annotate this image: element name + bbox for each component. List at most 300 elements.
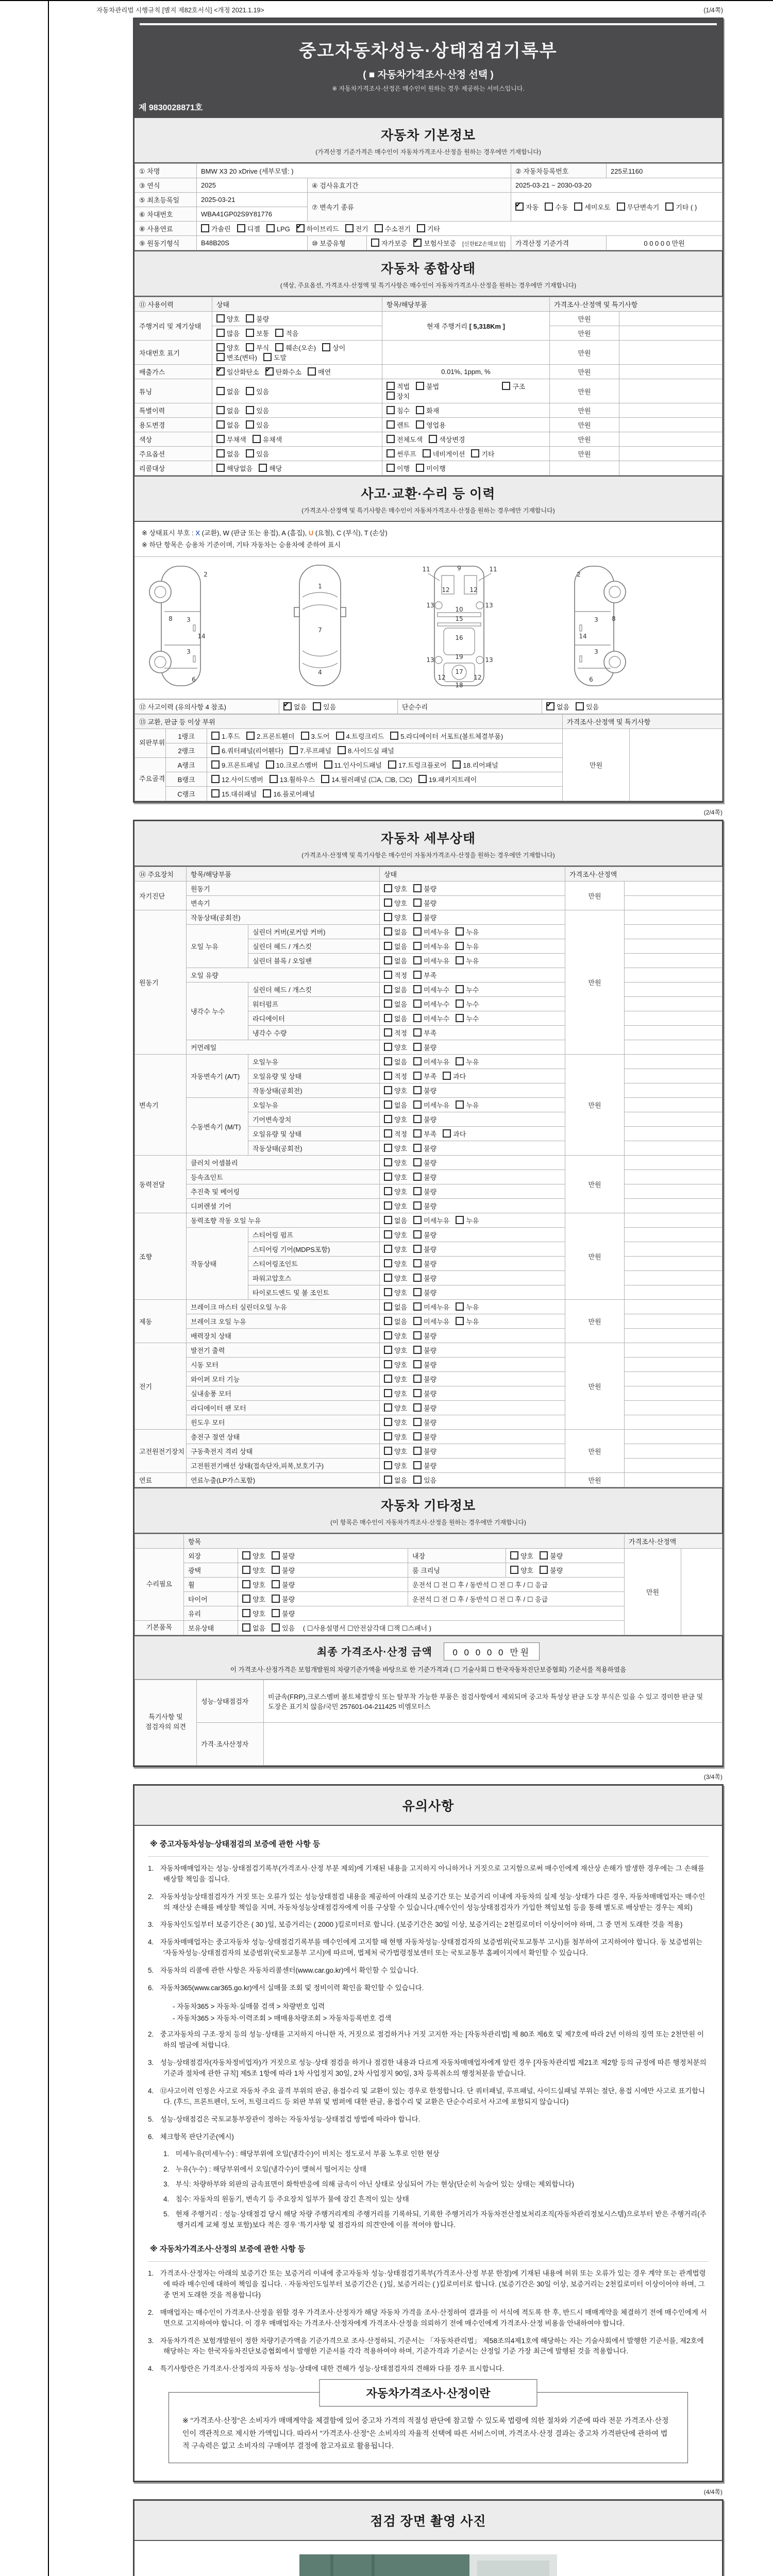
checkbox[interactable] xyxy=(413,913,422,921)
checkbox[interactable] xyxy=(429,435,437,443)
document-title: 중고자동차성능·상태점검기록부 xyxy=(299,41,558,61)
checkbox[interactable] xyxy=(246,732,255,740)
checkbox[interactable] xyxy=(384,1389,392,1397)
checkbox[interactable] xyxy=(272,1566,280,1574)
checkbox[interactable] xyxy=(413,884,422,892)
option: 양호 xyxy=(384,1433,407,1441)
checkbox[interactable] xyxy=(413,1129,422,1138)
checkbox[interactable] xyxy=(413,1144,422,1152)
checkbox[interactable] xyxy=(413,1259,422,1267)
checkbox[interactable] xyxy=(574,202,582,211)
option: 불법 xyxy=(416,383,439,391)
checkbox[interactable] xyxy=(386,464,395,472)
checkbox[interactable] xyxy=(266,224,275,232)
option: 없음 xyxy=(216,407,240,415)
status-options xyxy=(380,1083,565,1097)
notice-subitem: 2. 누유(누수) : 해당부위에서 오일(냉각수)이 맺혀서 떨어지는 상태 xyxy=(163,2164,709,2175)
price-cell: 만원 xyxy=(565,1429,625,1472)
device-item: 디퍼렌셜 기어 xyxy=(187,1198,380,1213)
note-cell xyxy=(625,1256,722,1270)
checkbox[interactable] xyxy=(384,1360,392,1368)
checkbox[interactable] xyxy=(413,1476,422,1484)
checkbox[interactable] xyxy=(266,760,274,769)
checkbox[interactable] xyxy=(386,449,395,457)
notice-list-2 xyxy=(148,2268,709,2375)
checkbox[interactable] xyxy=(413,1288,422,1296)
note-cell xyxy=(619,461,722,476)
notice-subitem: 5. 현재 주행거리 : 성능·상태점검 당시 해당 차량 주행거리계의 주행거리를 기록하되, 기록한 주행거리가 자동차전산정보처리조직(자동차관리정보시스템)으로부터 받은 주행거리(주행거리계 교체 정보 포함)보다 적은 경우 '특기사항 및 점검자의 의견'란에 이를 적어야 합니다. xyxy=(163,2210,707,2229)
checkbox[interactable] xyxy=(384,1014,392,1022)
item-label: 내장 xyxy=(408,1548,506,1563)
checkbox[interactable] xyxy=(413,1346,422,1354)
checkbox[interactable] xyxy=(388,760,396,769)
car-name-label: ① 차명 xyxy=(135,164,197,178)
checkbox[interactable] xyxy=(540,1566,548,1574)
checkbox[interactable] xyxy=(272,1609,280,1617)
checkbox[interactable] xyxy=(413,1302,422,1311)
opinion-group: 특기사항 및 점검자의 의견 xyxy=(135,1680,197,1765)
checkbox[interactable] xyxy=(216,406,225,414)
checkbox[interactable] xyxy=(384,1201,392,1210)
other-info-note: (이 항목은 매수인이 자동차가격조사·산정을 원하는 경우에만 기재합니다) xyxy=(330,1518,526,1526)
diagram-part-number: 4 xyxy=(318,668,322,676)
checkbox[interactable] xyxy=(413,1086,422,1094)
checkbox[interactable] xyxy=(456,956,464,964)
panel-item: 3.도어 xyxy=(301,733,330,740)
checkbox[interactable] xyxy=(384,1288,392,1296)
option: 과다 xyxy=(443,1130,466,1138)
checkbox[interactable] xyxy=(413,1100,422,1109)
checkbox[interactable] xyxy=(413,1317,422,1325)
checkbox[interactable] xyxy=(384,1043,392,1051)
page-marker-2: (2/4쪽) xyxy=(703,808,722,816)
option: 불량 xyxy=(413,1404,436,1412)
checkbox[interactable] xyxy=(384,1057,392,1065)
checkbox[interactable] xyxy=(456,999,464,1008)
checkbox[interactable] xyxy=(456,1057,464,1065)
panel-item: 19.패키지트레이 xyxy=(418,776,477,784)
checkbox[interactable] xyxy=(242,1566,250,1574)
option: ✔ 자동 xyxy=(515,204,539,211)
status-options xyxy=(380,1112,565,1126)
checkbox[interactable] xyxy=(296,224,305,232)
checkbox[interactable] xyxy=(216,420,225,429)
diagram-part-number: 9 xyxy=(457,564,461,572)
checkbox[interactable] xyxy=(416,382,424,390)
reg-no-label: ② 자동차등록번호 xyxy=(511,164,607,178)
checkbox[interactable] xyxy=(384,1259,392,1267)
checkbox[interactable] xyxy=(246,314,254,323)
checkbox[interactable] xyxy=(413,956,422,964)
other-header-price: 가격조사·산정액 xyxy=(625,1534,722,1548)
note-cell xyxy=(625,1097,722,1112)
checkbox[interactable] xyxy=(416,406,424,414)
status-options xyxy=(238,1606,625,1620)
checkbox[interactable] xyxy=(242,1595,250,1603)
checkbox[interactable] xyxy=(265,367,274,376)
checkbox[interactable] xyxy=(263,353,272,361)
checkbox[interactable] xyxy=(456,927,464,936)
checkbox[interactable] xyxy=(384,1144,392,1152)
option: 많음 xyxy=(216,330,240,337)
legend-text: (부식), xyxy=(341,529,364,537)
checkbox[interactable] xyxy=(452,760,461,769)
checkbox[interactable] xyxy=(390,732,398,740)
checkbox[interactable] xyxy=(313,702,321,710)
device-item: 실린더 헤드 / 개스킷 xyxy=(248,982,380,996)
option: 불량 xyxy=(413,1174,436,1181)
checkbox[interactable] xyxy=(456,1216,464,1224)
checkbox[interactable] xyxy=(242,1623,250,1632)
checkbox[interactable] xyxy=(246,343,254,351)
checkbox[interactable] xyxy=(246,449,254,457)
note-cell xyxy=(619,326,722,341)
checkbox[interactable] xyxy=(456,1100,464,1109)
checkbox[interactable] xyxy=(216,353,225,361)
checkbox[interactable] xyxy=(413,1389,422,1397)
checkbox[interactable] xyxy=(242,1609,250,1617)
checkbox[interactable] xyxy=(384,1274,392,1282)
note-cell xyxy=(619,379,722,403)
checkbox[interactable] xyxy=(386,406,395,414)
checkbox[interactable] xyxy=(242,1580,250,1588)
checkbox[interactable] xyxy=(384,985,392,993)
diagram-part-number: 11 xyxy=(489,565,497,573)
checkbox[interactable] xyxy=(413,971,422,979)
checkbox[interactable] xyxy=(456,1014,464,1022)
checkbox[interactable] xyxy=(456,942,464,950)
checkbox[interactable] xyxy=(384,1418,392,1426)
checkbox[interactable] xyxy=(384,1476,392,1484)
checkbox[interactable] xyxy=(384,999,392,1008)
device-item: 작동상태(공회전) xyxy=(248,1141,380,1155)
checkbox[interactable] xyxy=(540,1551,548,1560)
checkbox[interactable] xyxy=(384,927,392,936)
base-price-label: 가격산정 기준가격 xyxy=(511,236,607,250)
price-survey-definition-title: 자동차가격조사·산정이란 xyxy=(319,2379,537,2406)
note-cell xyxy=(625,1400,722,1415)
checkbox[interactable] xyxy=(384,899,392,907)
checkbox[interactable] xyxy=(290,746,298,754)
diagram-part-number: 3 xyxy=(594,616,598,623)
checkbox[interactable] xyxy=(384,1115,392,1123)
status-options xyxy=(212,365,382,379)
notice-list-1 xyxy=(148,1863,709,2230)
checkbox[interactable] xyxy=(246,420,254,429)
option: 양호 xyxy=(216,315,240,323)
checkbox[interactable] xyxy=(384,1317,392,1325)
option: 양호 xyxy=(384,1289,407,1297)
checkbox[interactable] xyxy=(413,899,422,907)
checkbox[interactable] xyxy=(456,1302,464,1311)
checkbox[interactable] xyxy=(418,775,427,783)
checkbox[interactable] xyxy=(423,449,431,457)
checkbox[interactable] xyxy=(413,1230,422,1239)
checkbox[interactable] xyxy=(259,464,267,472)
checkbox[interactable] xyxy=(246,406,254,414)
notice-number: 3. xyxy=(148,1921,154,1929)
checkbox[interactable] xyxy=(216,387,225,395)
checkbox[interactable] xyxy=(413,1043,422,1051)
checkbox[interactable] xyxy=(216,449,225,457)
checkbox[interactable] xyxy=(471,449,479,457)
checkbox[interactable] xyxy=(617,202,625,211)
accident-history-label: ⑫ 사고이력 (유의사항 4 참조) xyxy=(135,699,279,714)
checkbox[interactable] xyxy=(272,1551,280,1560)
checkbox[interactable] xyxy=(413,1432,422,1440)
option: 화재 xyxy=(416,407,439,415)
option: 없음 xyxy=(216,421,240,429)
notice-item: 1. 자동차매매업자는 성능·상태점검기록부(가격조사·산정 부분 제외)에 기재된 내용을 고지하지 아니하거나 거짓으로 고지함으로써 매수인에게 재산상 손해가 발생한 경우에는 그 손해를 배상할 책임을 집니다. xyxy=(148,1864,704,1883)
rank-label: A랭크 xyxy=(166,757,207,772)
checkbox[interactable] xyxy=(384,971,392,979)
checkbox[interactable] xyxy=(384,1072,392,1080)
checkbox[interactable] xyxy=(413,1331,422,1340)
notice-item: 6. 자동차365(www.car365.go.kr)에서 실매물 조회 및 정비이력 확인을 확인할 수 있습니다. xyxy=(148,1983,709,1994)
notice-item: 3. 성능·상태점검자(자동차정비업자)가 거짓으로 성능·상태 점검을 하거나 점검한 내용과 다르게 자동차매매업자에게 알린 경우 [자동차관리법 제21조 제2항 등의 규정에 따른 행정처분의 기준과 절차에 관한 규칙] 제5조 1항에 따라 1차 사업정지 30일, 2차 사업정지 90일, 3차 등록취소의 행정처분을 받습니다. xyxy=(148,2058,707,2077)
checkbox[interactable] xyxy=(413,1245,422,1253)
checkbox[interactable] xyxy=(510,1551,518,1560)
panel-item: 17.트렁크플로어 xyxy=(388,761,446,769)
checkbox[interactable] xyxy=(456,1317,464,1325)
checkbox[interactable] xyxy=(272,1595,280,1603)
option: 불량 xyxy=(413,885,436,893)
option: 전체도색 xyxy=(386,436,423,444)
option: 누유 xyxy=(456,928,479,936)
other-header-spacer xyxy=(135,1534,184,1548)
checkbox[interactable] xyxy=(384,1302,392,1311)
checkbox[interactable] xyxy=(413,942,422,950)
option: 있음 xyxy=(576,703,599,711)
price-cell: 만원 xyxy=(565,910,625,1054)
notice-number: 5. xyxy=(148,1967,154,1975)
checkbox[interactable] xyxy=(384,1086,392,1094)
option: 없음 xyxy=(384,1303,407,1311)
checkbox[interactable] xyxy=(216,314,225,323)
option: 있음 xyxy=(313,703,336,711)
checkbox[interactable] xyxy=(384,1216,392,1224)
checkbox[interactable] xyxy=(384,1245,392,1253)
rank-label: C랭크 xyxy=(166,786,207,801)
notice-subitem: 3. 부식: 차량하부와 외판의 금속표면이 화학반응에 의해 금속이 아닌 상태로 상실되어 가는 현상(단순히 녹슬어 있는 상태는 제외합니다) xyxy=(163,2179,709,2190)
checkbox[interactable] xyxy=(275,343,283,351)
checkbox[interactable] xyxy=(384,1432,392,1440)
checkbox[interactable] xyxy=(384,884,392,892)
option: 무채색 xyxy=(216,436,246,444)
checkbox[interactable] xyxy=(416,464,424,472)
checkbox[interactable] xyxy=(211,746,220,754)
checkbox[interactable] xyxy=(211,760,220,769)
checkbox[interactable] xyxy=(386,435,395,443)
price-cell: 만원 xyxy=(565,1155,625,1213)
option: 누유 xyxy=(456,1303,479,1311)
checkbox[interactable] xyxy=(384,1158,392,1166)
checkbox[interactable] xyxy=(384,1129,392,1138)
status-options xyxy=(380,982,565,996)
checkbox[interactable] xyxy=(665,202,674,211)
price-cell: 만원 xyxy=(565,1299,625,1343)
transmission-options xyxy=(511,193,722,222)
checkbox[interactable] xyxy=(211,732,220,740)
checkbox[interactable] xyxy=(384,1173,392,1181)
checkbox[interactable] xyxy=(216,435,225,443)
checkbox[interactable] xyxy=(386,382,395,390)
checkbox[interactable] xyxy=(502,382,510,390)
device-item: 실내송풍 모터 xyxy=(187,1386,380,1400)
checkbox[interactable] xyxy=(384,1331,392,1340)
checkbox[interactable] xyxy=(201,224,209,232)
checkbox[interactable] xyxy=(456,985,464,993)
checkbox[interactable] xyxy=(413,1057,422,1065)
checkbox[interactable] xyxy=(443,1072,451,1080)
year-value: 2025 xyxy=(197,178,308,193)
option: 렌트 xyxy=(386,421,410,429)
option: 불량 xyxy=(246,315,269,323)
checkbox[interactable] xyxy=(275,329,283,337)
checkbox[interactable] xyxy=(510,1566,518,1574)
checkbox[interactable] xyxy=(413,1360,422,1368)
panel-item: 2.프론트휀더 xyxy=(246,733,295,740)
checkbox[interactable] xyxy=(413,1216,422,1224)
status-options xyxy=(212,403,382,418)
checkbox[interactable] xyxy=(308,367,316,376)
checkbox[interactable] xyxy=(413,1274,422,1282)
checkbox[interactable] xyxy=(371,239,379,247)
device-item: 변속기 xyxy=(187,895,380,910)
notice-number: 1. xyxy=(163,2150,170,2158)
note-cell xyxy=(625,1083,722,1097)
checkbox[interactable] xyxy=(384,913,392,921)
checkbox[interactable] xyxy=(384,1346,392,1354)
checkbox[interactable] xyxy=(242,1551,250,1560)
option: 양호 xyxy=(384,1361,407,1369)
checkbox[interactable] xyxy=(270,775,278,783)
checkbox[interactable] xyxy=(272,1580,280,1588)
checkbox[interactable] xyxy=(216,343,225,351)
checkbox[interactable] xyxy=(413,1418,422,1426)
checkbox[interactable] xyxy=(345,224,354,232)
option: 없음 xyxy=(384,1058,407,1066)
checkbox[interactable] xyxy=(216,329,225,337)
accident-history-options xyxy=(279,699,398,714)
checkbox[interactable] xyxy=(515,202,524,211)
status-options xyxy=(506,1548,625,1563)
checkbox[interactable] xyxy=(211,775,220,783)
checkbox[interactable] xyxy=(384,1375,392,1383)
checkbox[interactable] xyxy=(375,224,383,232)
option: 부족 xyxy=(413,1073,436,1080)
checkbox[interactable] xyxy=(413,1072,422,1080)
checkbox[interactable] xyxy=(546,702,554,710)
note-cell xyxy=(619,341,722,365)
note-cell xyxy=(619,432,722,447)
checkbox[interactable] xyxy=(322,343,330,351)
status-options xyxy=(506,1563,625,1577)
device-item: 오일 유량 xyxy=(187,968,380,982)
checkbox[interactable] xyxy=(263,789,271,798)
checkbox[interactable] xyxy=(413,1158,422,1166)
checkbox[interactable] xyxy=(384,1461,392,1469)
device-group: 조향 xyxy=(135,1213,187,1299)
price-cell: 만원 xyxy=(550,365,619,379)
checkbox[interactable] xyxy=(301,732,309,740)
checkbox[interactable] xyxy=(413,927,422,936)
checkbox[interactable] xyxy=(413,1014,422,1022)
checkbox[interactable] xyxy=(321,775,329,783)
checkbox[interactable] xyxy=(324,760,332,769)
other-info-section-header xyxy=(135,1487,722,1534)
checkbox[interactable] xyxy=(384,1447,392,1455)
checkbox[interactable] xyxy=(413,1028,422,1037)
device-item: 와이퍼 모터 기능 xyxy=(187,1371,380,1386)
diagram-part-number: 7 xyxy=(318,626,322,634)
option: 양호 xyxy=(242,1610,265,1618)
checkbox[interactable] xyxy=(283,702,292,710)
checkbox[interactable] xyxy=(237,224,245,232)
checkbox[interactable] xyxy=(246,387,254,395)
diagram-part-number: 8 xyxy=(612,615,616,622)
checkbox[interactable] xyxy=(413,239,422,247)
checkbox[interactable] xyxy=(413,1173,422,1181)
checkbox[interactable] xyxy=(338,746,346,754)
option: 있음 xyxy=(246,388,269,396)
checkbox[interactable] xyxy=(413,985,422,993)
checkbox[interactable] xyxy=(545,202,553,211)
checkbox[interactable] xyxy=(336,732,344,740)
checkbox[interactable] xyxy=(413,1403,422,1412)
checkbox[interactable] xyxy=(384,1230,392,1239)
checkbox[interactable] xyxy=(386,420,395,429)
checkbox[interactable] xyxy=(272,1623,280,1632)
checkbox[interactable] xyxy=(443,1129,451,1138)
checkbox[interactable] xyxy=(384,942,392,950)
checkbox[interactable] xyxy=(413,1115,422,1123)
checkbox[interactable] xyxy=(413,1447,422,1455)
status-options xyxy=(380,881,565,895)
note-cell xyxy=(625,1299,722,1314)
checkbox[interactable] xyxy=(413,1461,422,1469)
checkbox[interactable] xyxy=(576,702,584,710)
checkbox[interactable] xyxy=(384,1187,392,1195)
checkbox[interactable] xyxy=(253,435,261,443)
checkbox[interactable] xyxy=(384,1100,392,1109)
checkbox[interactable] xyxy=(384,956,392,964)
usage-label: 주요옵션 xyxy=(135,447,212,461)
status-options xyxy=(380,953,565,968)
checkbox[interactable] xyxy=(216,367,225,376)
checkbox[interactable] xyxy=(211,789,220,798)
option: 양호 xyxy=(242,1552,265,1560)
checkbox[interactable] xyxy=(384,1028,392,1037)
price-cell: 만원 xyxy=(565,1343,625,1429)
item-label: 휠 xyxy=(184,1577,238,1591)
panel-item: 16.플로어패널 xyxy=(263,790,315,798)
option: 양호 xyxy=(242,1581,265,1589)
checkbox[interactable] xyxy=(413,999,422,1008)
checkbox[interactable] xyxy=(246,329,254,337)
diagram-part-number: 11 xyxy=(422,565,430,573)
legend-text: (요철), xyxy=(313,529,337,537)
checkbox[interactable] xyxy=(216,464,225,472)
checkbox[interactable] xyxy=(413,1375,422,1383)
checkbox[interactable] xyxy=(386,392,395,400)
checkbox[interactable] xyxy=(417,224,425,232)
checkbox[interactable] xyxy=(416,420,424,429)
checkbox[interactable] xyxy=(384,1403,392,1412)
option: 양호 xyxy=(384,885,407,893)
checkbox[interactable] xyxy=(413,1201,422,1210)
checkbox[interactable] xyxy=(413,1187,422,1195)
